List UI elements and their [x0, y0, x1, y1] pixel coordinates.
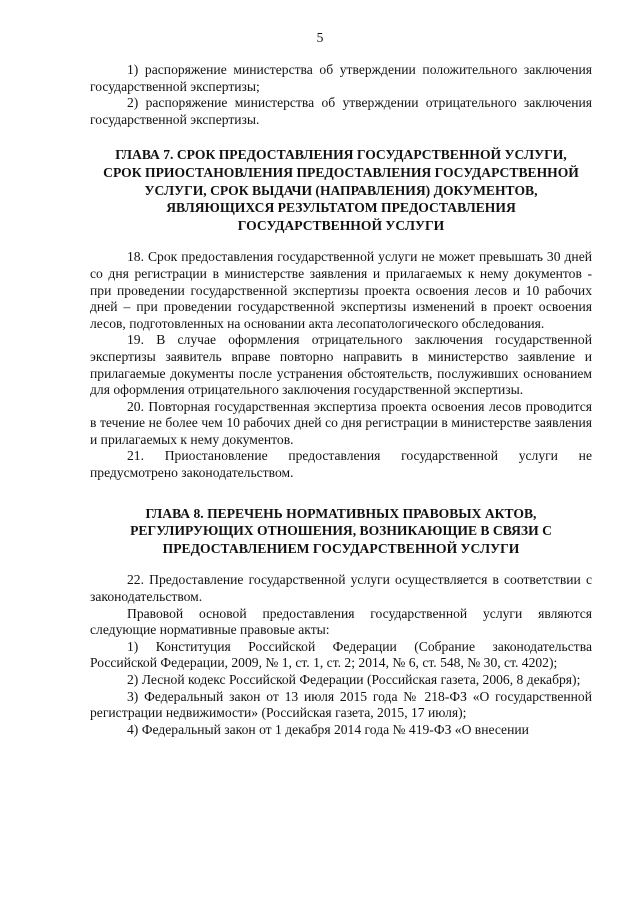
chapter-7-heading	[90, 146, 592, 234]
heading-line: ГЛАВА 7. СРОК ПРЕДОСТАВЛЕНИЯ ГОСУДАРСТВЕННОЙ УСЛУГИ,	[115, 147, 567, 163]
paragraph-21: 21. Приостановление предоставления государственной услуги не предусмотрено законодательством.	[90, 448, 592, 481]
paragraph-19: 19. В случае оформления отрицательного заключения государственной экспертизы заявитель вправе повторно направить в министерство заявление и прилагаемые документы после устранения обстоятельств, послуживших основанием для оформления отрицательного заключения государственной экспертизы.	[90, 332, 592, 398]
heading-line: СРОК ПРИОСТАНОВЛЕНИЯ ПРЕДОСТАВЛЕНИЯ ГОСУДАРСТВЕННОЙ	[103, 164, 579, 180]
heading-line: УСЛУГИ, СРОК ВЫДАЧИ (НАПРАВЛЕНИЯ) ДОКУМЕНТОВ,	[144, 182, 538, 198]
paragraph-18: 18. Срок предоставления государственной услуги не может превышать 30 дней со дня регистрации в министерстве заявления и прилагаемых к нему документов - при проведении государственной экспертизы проекта освоения лесов и 10 рабочих дней – при проведении государственной экспертизы изменений в проект освоения лесов, подготовленных на основании акта лесопатологического обследования.	[90, 249, 592, 331]
heading-line: ГОСУДАРСТВЕННОЙ УСЛУГИ	[237, 217, 445, 233]
document-body	[90, 62, 592, 738]
paragraph-20: 20. Повторная государственная экспертиза проекта освоения лесов проводится в течение не более чем 10 рабочих дней со дня регистрации в министерстве заявления и прилагаемых к нему документов.	[90, 398, 592, 447]
legal-act-item: 3) Федеральный закон от 13 июля 2015 года № 218-ФЗ «О государственной регистрации недвижимости» (Российская газета, 2015, 17 июля);	[90, 688, 592, 721]
heading-line: РЕГУЛИРУЮЩИХ ОТНОШЕНИЯ, ВОЗНИКАЮЩИЕ В СВЯЗИ С	[130, 523, 552, 539]
list-item: 2) распоряжение министерства об утверждении отрицательного заключения государственной экспертизы.	[90, 95, 592, 127]
legal-act-item: 1) Конституция Российской Федерации (Собрание законодательства Российской Федерации, 2009, № 1, ст. 1, ст. 2; 2014, № 6, ст. 548, № 30, ст. 4202);	[90, 638, 592, 671]
legal-basis-intro: Правовой основой предоставления государственной услуги являются следующие нормативные правовые акты:	[90, 605, 592, 638]
heading-line: ЯВЛЯЮЩИХСЯ РЕЗУЛЬТАТОМ ПРЕДОСТАВЛЕНИЯ	[166, 200, 516, 216]
page-number: 5	[316, 30, 324, 45]
heading-line: ПРЕДОСТАВЛЕНИЕМ ГОСУДАРСТВЕННОЙ УСЛУГИ	[162, 540, 520, 556]
paragraph-22: 22. Предоставление государственной услуги осуществляется в соответствии с законодательством.	[90, 572, 592, 605]
heading-line: ГЛАВА 8. ПЕРЕЧЕНЬ НОРМАТИВНЫХ ПРАВОВЫХ АКТОВ,	[145, 505, 537, 521]
list-item: 1) распоряжение министерства об утверждении положительного заключения государственной экспертизы;	[90, 62, 592, 94]
chapter-8-heading	[90, 505, 592, 558]
legal-act-item: 4) Федеральный закон от 1 декабря 2014 года № 419-ФЗ «О внесении	[127, 721, 529, 737]
legal-act-item: 2) Лесной кодекс Российской Федерации (Российская газета, 2006, 8 декабря);	[127, 672, 581, 687]
